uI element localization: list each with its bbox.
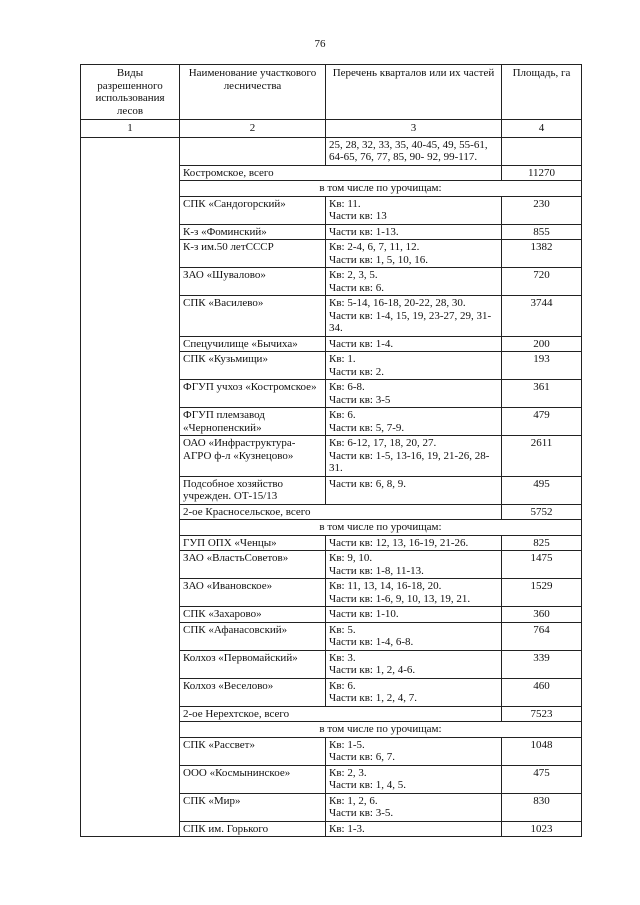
section-total-area: 7523	[502, 706, 582, 722]
tract-name: ООО «Космынинское»	[180, 765, 326, 793]
tract-area: 475	[502, 765, 582, 793]
quarters-line: Части кв: 1-4.	[329, 337, 394, 350]
section-subheader: в том числе по урочищам:	[180, 722, 582, 738]
quarters-list	[326, 476, 502, 504]
quarters-line: Кв: 6.	[329, 409, 356, 421]
forest-table	[80, 64, 582, 837]
tract-area: 230	[502, 196, 582, 224]
tract-area: 361	[502, 380, 582, 408]
quarters-line: Части кв: 1-5, 13-16, 19, 21-26, 28-31.	[329, 449, 490, 474]
quarters-list	[326, 622, 502, 650]
quarters-list	[326, 737, 502, 765]
quarters-line: Кв: 9, 10.	[329, 552, 373, 564]
header-usage-type: Виды разрешенного использования лесов	[81, 65, 180, 120]
quarters-list	[326, 296, 502, 337]
quarters-line: Части кв: 1-4, 6-8.	[329, 636, 414, 648]
column-number: 2	[180, 120, 326, 138]
tract-area: 1475	[502, 551, 582, 579]
forestry-cell	[180, 137, 326, 165]
tract-name: СПК «Василево»	[180, 296, 326, 337]
header-area: Площадь, га	[502, 65, 582, 120]
tract-area: 460	[502, 678, 582, 706]
quarters-list	[326, 336, 502, 352]
quarters-list	[326, 678, 502, 706]
quarters-list	[326, 240, 502, 268]
quarters-line: Части кв: 1, 2, 4-6.	[329, 664, 416, 676]
quarters-list	[326, 535, 502, 551]
quarters-cell: 25, 28, 32, 33, 35, 40-45, 49, 55-61, 64-65, 76, 77, 85, 90- 92, 99-117.	[326, 137, 502, 165]
quarters-line: Кв: 1-5.	[329, 738, 365, 751]
quarters-line: Части кв: 1-6, 9, 10, 13, 19, 21.	[329, 592, 471, 605]
tract-name: СПК «Кузьмищи»	[180, 352, 326, 380]
quarters-line: Части кв: 12, 13, 16-19, 21-26.	[329, 536, 469, 549]
header-row	[81, 65, 582, 120]
quarters-line: Части кв: 1-13.	[329, 225, 399, 238]
quarters-line: Части кв: 1, 4, 5.	[329, 779, 406, 791]
tract-name: К-з «Фоминский»	[180, 224, 326, 240]
quarters-list	[326, 436, 502, 477]
quarters-list	[326, 579, 502, 607]
tract-name: Колхоз «Веселово»	[180, 678, 326, 706]
quarters-line: Части кв: 13	[329, 210, 387, 222]
tract-name: ЗАО «Шувалово»	[180, 268, 326, 296]
tract-area: 1529	[502, 579, 582, 607]
quarters-list	[326, 196, 502, 224]
quarters-line: Части кв: 6, 7.	[329, 751, 395, 763]
quarters-line: Кв: 5-14, 16-18, 20-22, 28, 30.	[329, 297, 466, 309]
tract-area: 855	[502, 224, 582, 240]
column-number: 4	[502, 120, 582, 138]
quarters-list	[326, 607, 502, 623]
quarters-line: Части кв: 1-4, 15, 19, 23-27, 29, 31-34.	[329, 309, 492, 334]
quarters-line: Кв: 11, 13, 14, 16-18, 20.	[329, 580, 442, 592]
quarters-line: Кв: 5.	[329, 623, 356, 636]
table-body	[81, 137, 582, 837]
section-subheader: в том числе по урочищам:	[180, 181, 582, 197]
tract-name: СПК «Рассвет»	[180, 737, 326, 765]
quarters-line: Части кв: 6, 8, 9.	[329, 477, 406, 490]
page-number: 76	[314, 38, 326, 50]
tract-name: ОАО «Инфраструктура-АГРО ф-л «Кузнецово»	[180, 436, 326, 477]
quarters-list	[326, 408, 502, 436]
quarters-line: Кв: 1, 2, 6.	[329, 794, 378, 807]
section-total-area: 11270	[502, 165, 582, 181]
tract-area: 1382	[502, 240, 582, 268]
tract-name: СПК «Сандогорский»	[180, 196, 326, 224]
column-number: 1	[81, 120, 180, 138]
header-forestry-name: Наименование участкового лесничества	[180, 65, 326, 120]
tract-name: СПК «Захарово»	[180, 607, 326, 623]
area-cell	[502, 137, 582, 165]
tract-name: Колхоз «Первомайский»	[180, 650, 326, 678]
quarters-line: Кв: 2, 3.	[329, 766, 367, 779]
quarters-line: Части кв: 2.	[329, 365, 384, 378]
quarters-line: Части кв: 1, 5, 10, 16.	[329, 253, 428, 266]
tract-name: СПК им. Горького	[180, 821, 326, 837]
tract-area: 1048	[502, 737, 582, 765]
quarters-line: Части кв: 5, 7-9.	[329, 421, 405, 434]
quarters-line: Кв: 6-12, 17, 18, 20, 27.	[329, 437, 437, 449]
tract-area: 339	[502, 650, 582, 678]
quarters-list	[326, 380, 502, 408]
tract-name: ФГУП учхоз «Костромское»	[180, 380, 326, 408]
tract-area: 2611	[502, 436, 582, 477]
tract-name: ЗАО «ВластьСоветов»	[180, 551, 326, 579]
header-quarters-list: Перечень кварталов или их частей	[326, 65, 502, 120]
tract-name: Спецучилище «Бычиха»	[180, 336, 326, 352]
tract-name: Подсобное хозяйство учрежден. ОТ-15/13	[180, 476, 326, 504]
tract-area: 200	[502, 336, 582, 352]
tract-area: 3744	[502, 296, 582, 337]
quarters-list	[326, 224, 502, 240]
tract-name: СПК «Мир»	[180, 793, 326, 821]
quarters-line: Части кв: 6.	[329, 281, 384, 294]
section-total-area: 5752	[502, 504, 582, 520]
quarters-list	[326, 793, 502, 821]
quarters-line: Части кв: 1-10.	[329, 608, 399, 620]
quarters-line: Части кв: 1-8, 11-13.	[329, 564, 424, 577]
tract-area: 495	[502, 476, 582, 504]
tract-area: 1023	[502, 821, 582, 837]
section-subheader: в том числе по урочищам:	[180, 520, 582, 536]
tract-area: 479	[502, 408, 582, 436]
quarters-line: Кв: 6-8.	[329, 381, 365, 393]
quarters-list	[326, 650, 502, 678]
quarters-list	[326, 765, 502, 793]
quarters-line: Кв: 11.	[329, 197, 361, 210]
column-number-row	[81, 120, 582, 138]
tract-area: 360	[502, 607, 582, 623]
usage-type-cell	[81, 137, 180, 837]
column-number: 3	[326, 120, 502, 138]
tract-name: СПК «Афанасовский»	[180, 622, 326, 650]
section-total-label: Костромское, всего	[180, 165, 502, 181]
quarters-list	[326, 352, 502, 380]
section-total-label: 2-ое Красносельское, всего	[180, 504, 502, 520]
continuation-row	[81, 137, 582, 165]
quarters-line: Части кв: 3-5.	[329, 807, 394, 819]
quarters-line: Кв: 3.	[329, 651, 356, 664]
tract-area: 720	[502, 268, 582, 296]
quarters-line: Кв: 2, 3, 5.	[329, 269, 378, 281]
quarters-line: Кв: 6.	[329, 679, 356, 692]
quarters-list	[326, 268, 502, 296]
quarters-list	[326, 551, 502, 579]
tract-area: 193	[502, 352, 582, 380]
tract-name: ГУП ОПХ «Ченцы»	[180, 535, 326, 551]
tract-name: К-з им.50 летСССР	[180, 240, 326, 268]
quarters-list	[326, 821, 502, 837]
quarters-line: Части кв: 1, 2, 4, 7.	[329, 692, 417, 704]
section-total-label: 2-ое Нерехтское, всего	[180, 706, 502, 722]
quarters-line: Кв: 1.	[329, 353, 356, 365]
tract-name: ФГУП племзавод «Чернопенский»	[180, 408, 326, 436]
quarters-line: Кв: 1-3.	[329, 822, 365, 835]
quarters-line: Кв: 2-4, 6, 7, 11, 12.	[329, 241, 420, 253]
tract-area: 825	[502, 535, 582, 551]
quarters-line: Части кв: 3-5	[329, 393, 391, 406]
tract-name: ЗАО «Ивановское»	[180, 579, 326, 607]
tract-area: 764	[502, 622, 582, 650]
tract-area: 830	[502, 793, 582, 821]
